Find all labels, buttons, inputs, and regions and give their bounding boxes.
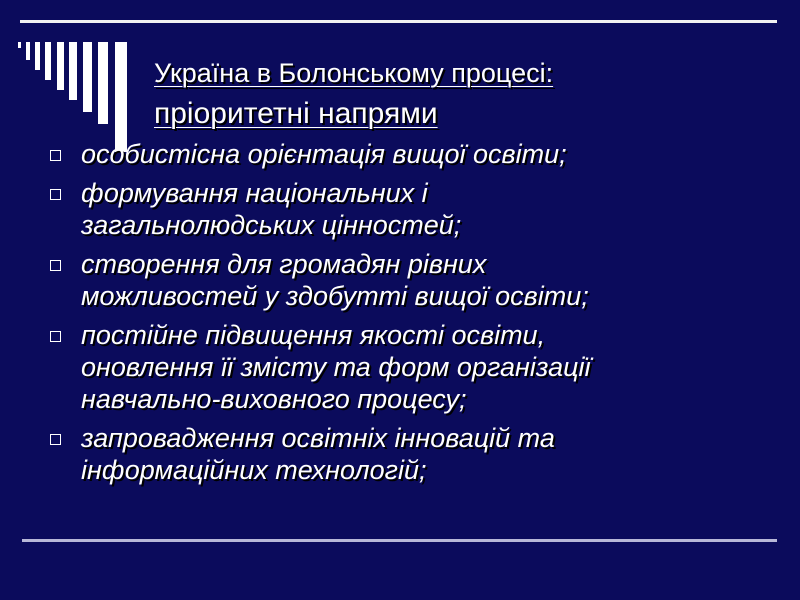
hollow-square-icon <box>50 150 61 161</box>
hollow-square-icon <box>50 260 61 271</box>
bullet-line: особистісна орієнтація вищої освіти; <box>81 139 567 169</box>
bullet-line: можливостей у здобутті вищої освіти; <box>81 281 589 311</box>
hollow-square-icon <box>50 434 61 445</box>
bullet-list <box>46 138 746 493</box>
bullet-line: навчально-виховного процесу; <box>81 384 467 414</box>
bottom-rule <box>22 539 777 542</box>
bullet-line: запровадження освітніх інновацій та <box>81 423 555 453</box>
bullet-line: постійне підвищення якості освіти, <box>81 320 546 350</box>
bullet-item <box>46 138 746 170</box>
bullet-line: інформаційних технологій; <box>81 455 427 485</box>
bullet-item <box>46 248 746 312</box>
bullet-line: створення для громадян рівних <box>81 249 487 279</box>
bullet-item <box>46 422 746 486</box>
title-line-1: Україна в Болонському процесі: <box>154 58 554 88</box>
bullet-line: оновлення її змісту та форм організації <box>81 352 591 382</box>
vertical-stripes-decoration <box>0 0 140 160</box>
bullet-line: загальнолюдських цінностей; <box>81 210 462 240</box>
slide-title <box>154 54 754 136</box>
bullet-item <box>46 177 746 241</box>
bullet-item <box>46 319 746 415</box>
hollow-square-icon <box>50 331 61 342</box>
title-line-2: пріоритетні напрями <box>154 97 438 130</box>
hollow-square-icon <box>50 189 61 200</box>
bullet-line: формування національних і <box>81 178 428 208</box>
